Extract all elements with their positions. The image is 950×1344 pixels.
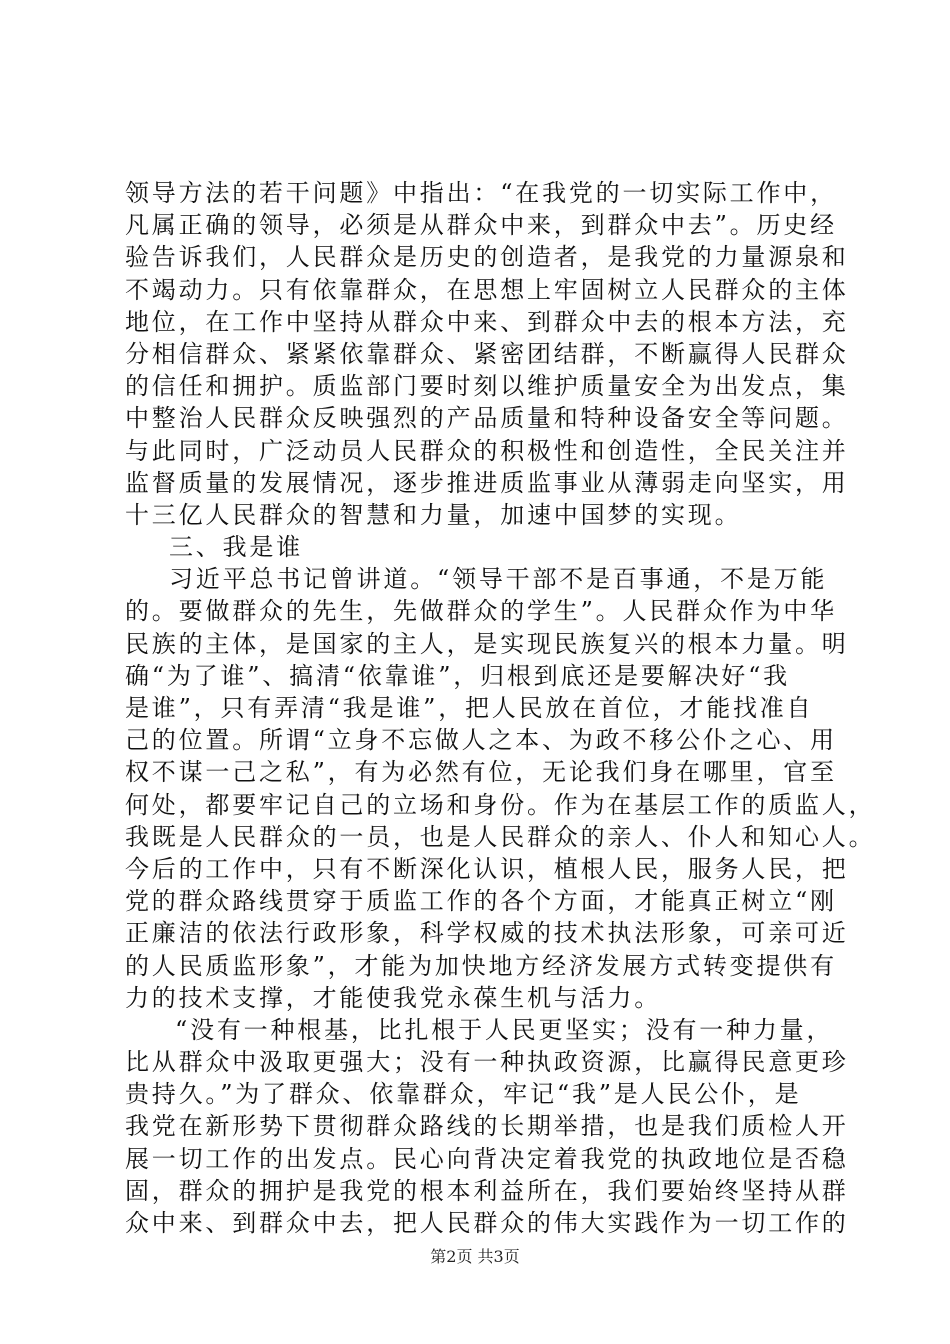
text-line: 验告诉我们，人民群众是历史的创造者，是我党的力量源泉和 [125,243,849,272]
page-footer: 第2页 共3页 [430,1247,520,1266]
text-line: 凡属正确的领导，必须是从群众中来，到群众中去”。历史经 [125,211,837,240]
text-line: 领导方法的若干问题》中指出：“在我党的一切实际工作中， [125,179,837,207]
text-line: 权不谋一己之私”，有为必然有位，无论我们身在哪里，官至 [125,758,837,787]
text-line: 地位，在工作中坚持从群众中来、到群众中去的根本方法，充 [125,307,849,336]
text-line: 贵持久。”为了群众、依靠群众，牢记“我”是人民公仆，是 [125,1080,802,1109]
text-line: 的。要做群众的先生，先做群众的学生”。人民群众作为中华 [125,597,837,626]
text-line: 三、我是谁 [169,533,303,562]
text-line: 习近平总书记曾讲道。“领导干部不是百事通，不是万能 [169,565,828,594]
text-line: 分相信群众、紧紧依靠群众、紧密团结群，不断赢得人民群众 [125,339,849,368]
text-line: 与此同时，广泛动员人民群众的积极性和创造性，全民关注并 [125,436,849,465]
text-line: 正廉洁的依法行政形象，科学权威的技术执法形象，可亲可近 [125,919,849,948]
text-line: 固，群众的拥护是我党的根本利益所在，我们要始终坚持从群 [125,1176,849,1205]
text-line: 我既是人民群众的一员，也是人民群众的亲人、仆人和知心人。 [125,822,876,851]
text-line: 的信任和拥护。质监部门要时刻以维护质量安全为出发点，集 [125,372,849,401]
text-line: 今后的工作中，只有不断深化认识，植根人民，服务人民，把 [125,854,849,883]
document-body [125,177,876,1239]
text-line: 己的位置。所谓“立身不忘做人之本、为政不移公仆之心、用 [125,726,837,755]
text-line: 力的技术支撑，才能使我党永葆生机与活力。 [125,983,661,1012]
text-line: 我党在新形势下贯彻群众路线的长期举措，也是我们质检人开 [125,1112,849,1141]
text-line: 是谁”，只有弄清“我是谁”，把人民放在首位，才能找准自 [125,694,814,722]
text-line: 民族的主体，是国家的主人，是实现民族复兴的根本力量。明 [125,629,849,658]
text-line: 十三亿人民群众的智慧和力量，加速中国梦的实现。 [125,500,742,529]
text-line: 不竭动力。只有依靠群众，在思想上牢固树立人民群众的主体 [125,275,849,304]
text-line: 的人民质监形象”，才能为加快地方经济发展方式转变提供有 [125,951,837,980]
text-line: 比从群众中汲取更强大；没有一种执政资源，比赢得民意更珍 [125,1048,849,1077]
text-line: 展一切工作的出发点。民心向背决定着我党的执政地位是否稳 [125,1144,849,1173]
text-line: 监督质量的发展情况，逐步推进质监事业从薄弱走向坚实，用 [125,468,849,497]
text-line: 众中来、到群众中去，把人民群众的伟大实践作为一切工作的 [125,1209,849,1237]
text-line: 何处，都要牢记自己的立场和身份。作为在基层工作的质监人， [125,790,876,819]
text-line: 党的群众路线贯穿于质监工作的各个方面，才能真正树立“刚 [125,887,837,916]
text-line: “没有一种根基，比扎根于人民更坚实；没有一种力量， [175,1015,834,1044]
text-line: 确“为了谁”、搞清“依靠谁”，归根到底还是要解决好“我 [125,661,790,690]
text-line: 中整治人民群众反映强烈的产品质量和特种设备安全等问题。 [125,404,849,433]
